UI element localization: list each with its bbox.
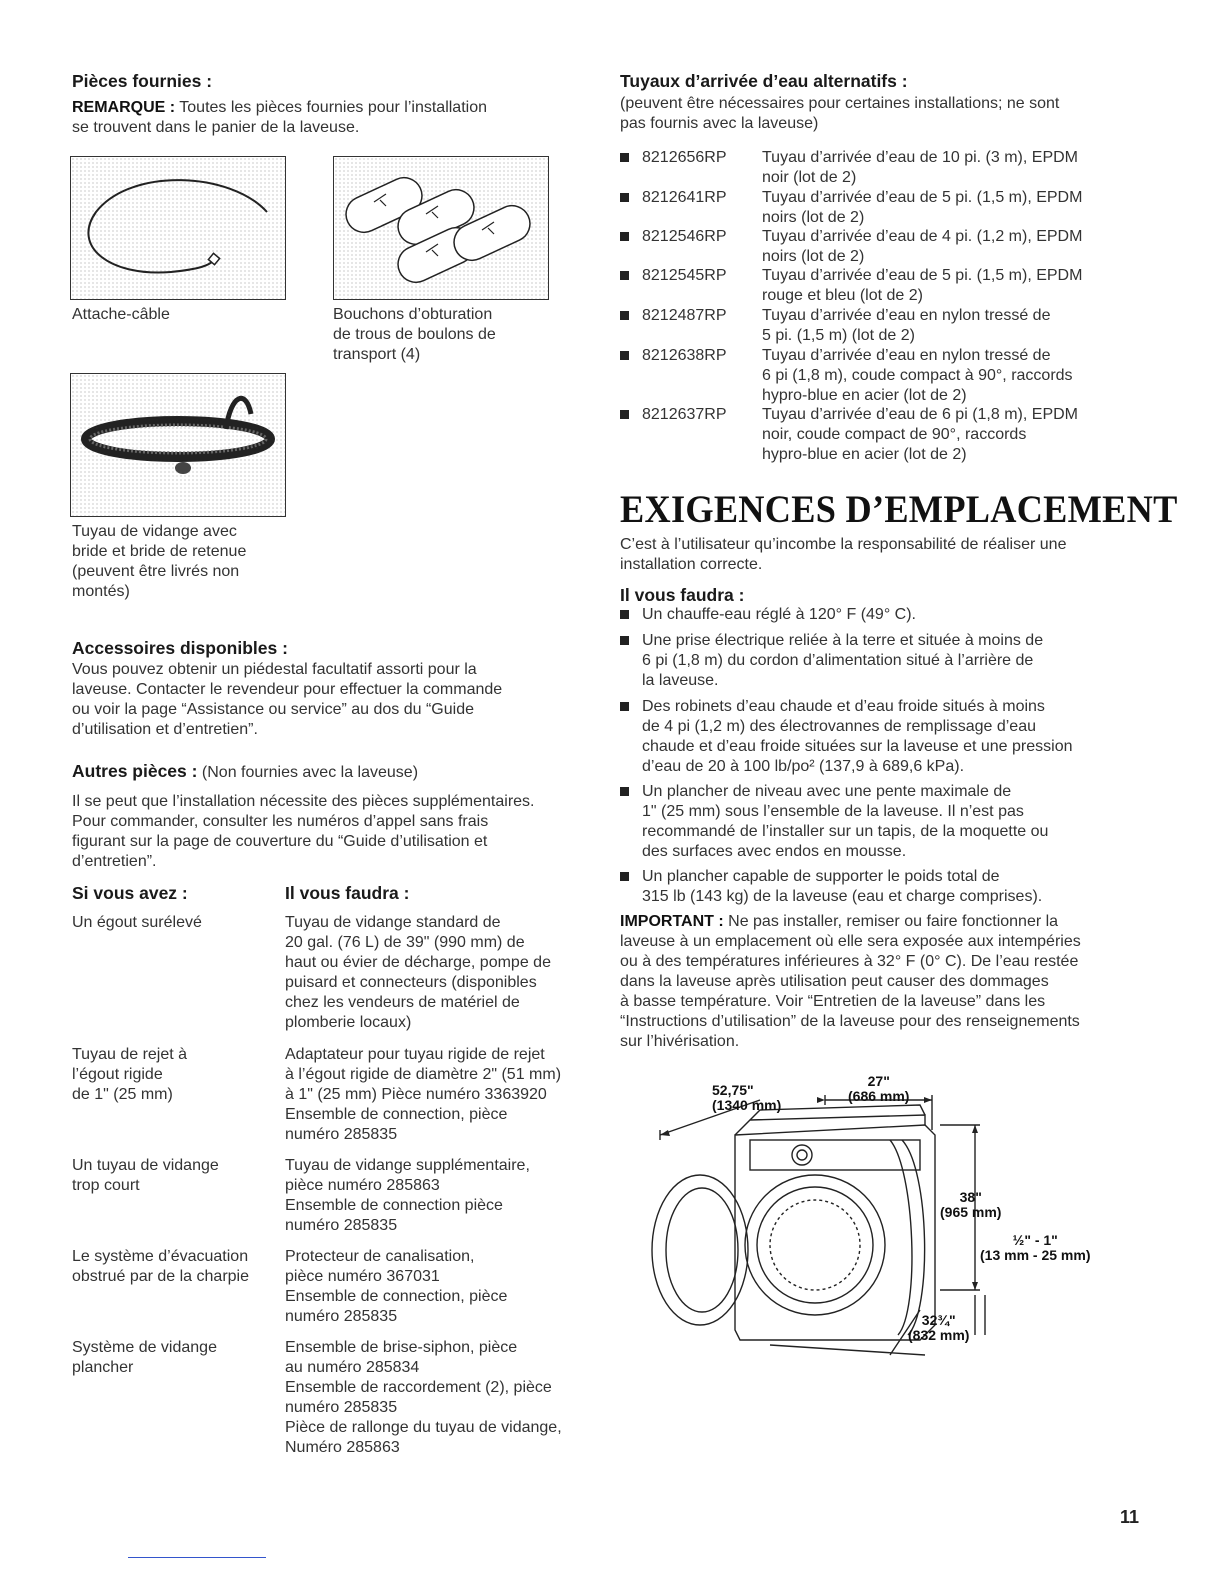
washer-illustration-icon: [640, 1070, 1120, 1370]
bullet-icon: [620, 351, 629, 360]
table-row-5-need: Ensemble de brise-siphon, pièce au numéro 285834 Ensemble de raccordement (2), pièce numéro 285835 Pièce de rallonge du tuyau de vidange, Numéro 285863: [285, 1339, 562, 1456]
accessories-text: Vous pouvez obtenir un piédestal facultatif assorti pour la laveuse. Contacter le revendeur pour effectuer la commande ou voir la page “Assistance ou service” au dos du “Guide d’utilisation et d’entretien”.: [72, 661, 503, 738]
width-label: 27" (686 mm): [848, 1073, 910, 1104]
table-row-5-if: Système de vidange plancher: [72, 1339, 217, 1376]
drain-hose-figure: [70, 373, 286, 517]
bullet-icon: [620, 271, 629, 280]
cable-tie-caption: Attache-câble: [72, 306, 170, 323]
bullet-icon: [620, 636, 629, 645]
footer-rule: [128, 1557, 266, 1558]
other-parts-title: Autres pièces :: [72, 761, 198, 781]
table-row-3-if: Un tuyau de vidange trop court: [72, 1157, 219, 1194]
table-row-1-need: Tuyau de vidange standard de 20 gal. (76 L) de 39" (990 mm) de haut ou évier de décharge, pompe de puisard et connecteurs (disponibles chez les vendeurs de matériel de plomberie locaux): [285, 914, 551, 1031]
page-number: 11: [1120, 1507, 1140, 1527]
alt-hoses-sub: (peuvent être nécessaires pour certaines installations; ne sont pas fournis avec la laveuse): [620, 95, 1060, 132]
door-label: 32¾" (832 mm): [908, 1312, 970, 1343]
important-label: IMPORTANT :: [620, 913, 724, 930]
table-row-4-need: Protecteur de canalisation, pièce numéro 367031 Ensemble de connection, pièce numéro 285835: [285, 1248, 508, 1325]
alt-hoses-title: Tuyaux d’arrivée d’eau alternatifs :: [620, 71, 908, 91]
col-if-header: Si vous avez :: [72, 883, 188, 903]
drain-hose-caption: Tuyau de vidange avec bride et bride de retenue (peuvent être livrés non montés): [72, 523, 247, 600]
bullet-icon: [620, 232, 629, 241]
table-row-3-need: Tuyau de vidange supplémentaire, pièce numéro 285863 Ensemble de connection pièce numéro 285835: [285, 1157, 530, 1234]
other-parts-text: Il se peut que l’installation nécessite des pièces supplémentaires. Pour commander, consulter les numéros d’appel sans frais figurant sur la page de couverture du “Guide d’utilisation et d’entretien”.: [72, 793, 535, 870]
supplied-note: [72, 98, 592, 138]
table-row-2-if: Tuyau de rejet à l’égout rigide de 1" (25 mm): [72, 1046, 188, 1103]
note-text-2: se trouvent dans le panier de la laveuse.: [72, 119, 360, 136]
bullet-icon: [620, 410, 629, 419]
hole-plugs-caption: Bouchons d’obturation de trous de boulons de transport (4): [333, 306, 496, 363]
depth-label: 52,75" (1340 mm): [712, 1082, 782, 1113]
hole-plugs-icon: [334, 157, 548, 299]
note-text: Toutes les pièces fournies pour l’installation: [175, 99, 487, 116]
table-row-2-need: Adaptateur pour tuyau rigide de rejet à l’égout rigide de diamètre 2" (51 mm) à 1" (25 mm) Pièce numéro 3363920 Ensemble de connection, pièce numéro 285835: [285, 1046, 562, 1143]
section-intro: C’est à l’utilisateur qu’incombe la responsabilité de réaliser une installation correcte.: [620, 536, 1067, 573]
other-parts-heading: [72, 760, 418, 783]
hole-plugs-figure: [333, 156, 549, 300]
washer-dimensions-diagram: [640, 1070, 1120, 1370]
important-note: IMPORTANT : Ne pas installer, remiser ou faire fonctionner la laveuse à un emplacement où elle sera exposée aux intempéries ou à des températures inférieures à 32° F (0° C). De l’eau restée dans la laveuse après utilisation peut causer des dommages à basse température. Voir “Entretien de la laveuse” dans les “Instructions d’utilisation” de la laveuse pour des renseignements sur l’hivérisation.: [620, 913, 1081, 1050]
col-need-header: Il vous faudra :: [285, 883, 410, 903]
alt-hoses-list: 8212656RP Tuyau d’arrivée d’eau de 10 pi. (3 m), EPDM noir (lot de 2) 8212641RP Tuyau d’arrivée d’eau de 5 pi. (1,5 m), EPDM noirs (lot de 2) 8212546RP Tuyau d’arrivée d’eau de 4 pi. (1,2 m), EPDM noirs (lot de 2) 8212545RP Tuyau d’arrivée d’eau de 5 pi. (1,5 m), EPDM rouge et bleu (lot de 2) 8212487RP Tuyau d’arrivée d’eau en nylon tressé de 5 pi. (1,5 m) (lot de 2) 8212638RP Tuyau d’arrivée d’eau en nylon tressé de 6 pi (1,8 m), coude compact à 90°, raccords hypro-blue en acier (lot de 2) 8212637RP Tuyau d’arrivée d’eau de 6 pi (1,8 m), EPDM noir, coude compact de 90°, raccords hypro-blue en acier (lot de 2): [620, 148, 1160, 468]
height-label: 38" (965 mm): [940, 1189, 1002, 1220]
table-row-1-if: Un égout surélevé: [72, 914, 202, 931]
cable-tie-figure: [70, 156, 286, 300]
supplied-parts-title: Pièces fournies :: [72, 71, 213, 91]
table-row-4-if: Le système d’évacuation obstrué par de la charpie: [72, 1248, 249, 1285]
section-title: EXIGENCES D’EMPLACEMENT: [620, 488, 1178, 531]
bullet-icon: [620, 311, 629, 320]
bullet-icon: [620, 610, 629, 619]
drain-hose-icon: [71, 374, 285, 516]
need-title: Il vous faudra :: [620, 585, 745, 605]
bullet-icon: [620, 153, 629, 162]
bullet-icon: [620, 872, 629, 881]
gap-label: ½" - 1" (13 mm - 25 mm): [980, 1232, 1091, 1263]
accessories-title: Accessoires disponibles :: [72, 638, 288, 658]
bullet-icon: [620, 702, 629, 711]
cable-tie-icon: [71, 157, 285, 299]
note-label: REMARQUE :: [72, 99, 176, 116]
other-parts-sub: (Non fournies avec la laveuse): [197, 764, 419, 781]
bullet-icon: [620, 193, 629, 202]
bullet-icon: [620, 787, 629, 796]
needs-list: Un chauffe-eau réglé à 120° F (49° C). Une prise électrique reliée à la terre et située à moins de 6 pi (1,8 m) du cordon d’alimentation situé à l’arrière de la laveuse. Des robinets d’eau chaude et d’eau froide situés à moins de 4 pi (1,2 m) des électrovannes de remplissage d’eau chaude et d’eau froide situées sur la laveuse et une pression d’eau de 20 à 100 lb/po² (137,9 à 689,6 kPa). Un plancher de niveau avec une pente maximale de 1" (25 mm) sous l’ensemble de la laveuse. Il n’est pas recommandé de l’installer sur un tapis, de la moquette ou des surfaces avec endos en mousse. Un plancher capable de supporter le poids total de 315 lb (143 kg) de la laveuse (eau et charge comprises).: [620, 605, 1160, 910]
